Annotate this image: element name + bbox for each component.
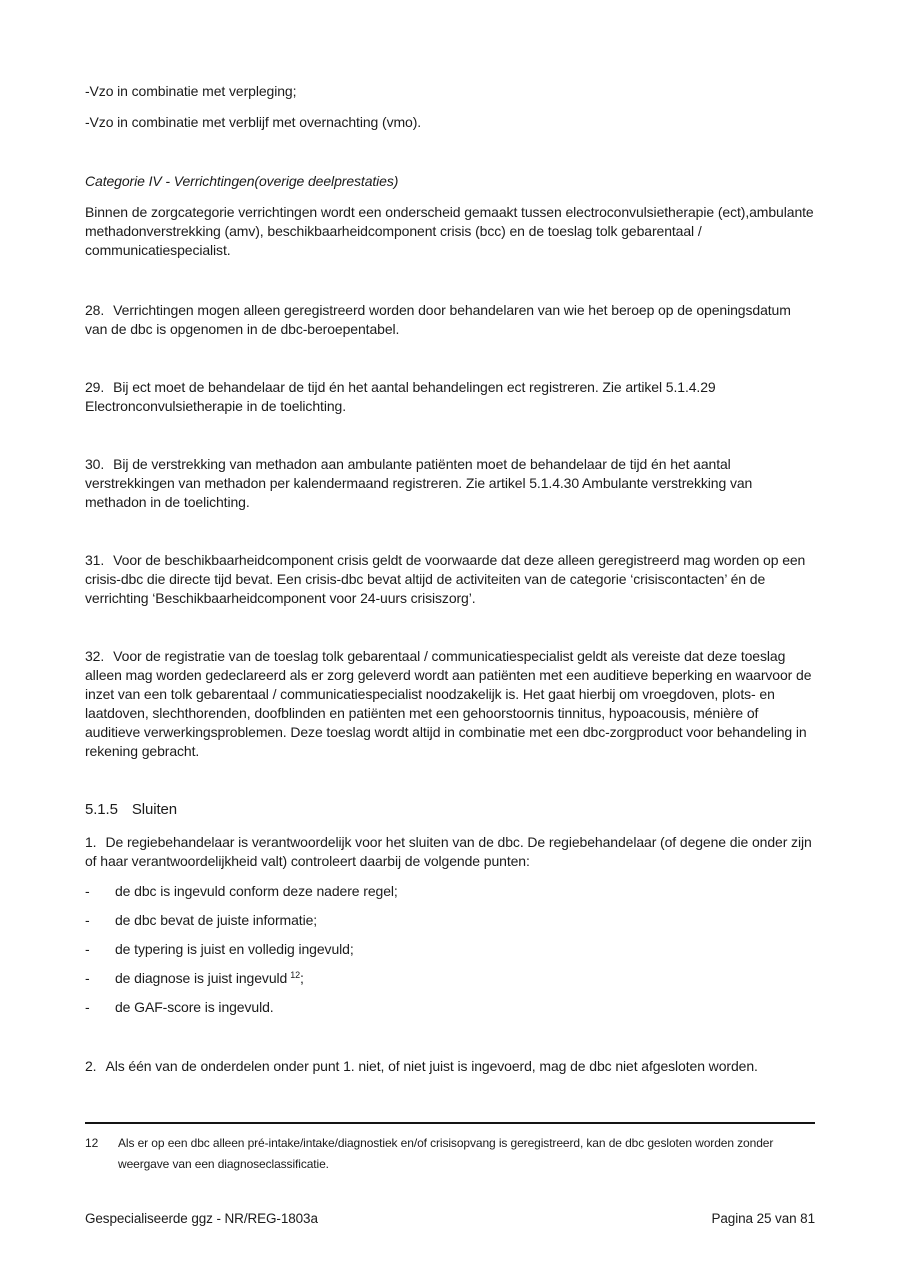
section-heading-5-1-5 (85, 800, 815, 820)
numbered-item-32 (85, 647, 815, 761)
numbered-item-29 (85, 378, 815, 416)
item-number: 29. (85, 379, 105, 395)
item-text: Bij ect moet de behandelaar de tijd én het aantal behandelingen ect registreren. Zie artikel 5.1.4.29 Electronconvulsietherapie in de toelichting. (85, 379, 716, 414)
item-number: 28. (85, 302, 105, 318)
item-text: Bij de verstrekking van methadon aan ambulante patiënten moet de behandelaar de tijd én het aantal verstrekkingen van methadon per kalendermaand registreren. Zie artikel 5.1.4.30 Ambulante verstrekking van methadon in de toelichting. (85, 456, 753, 510)
closing-item-2 (85, 1057, 815, 1076)
dash-bullet: - (85, 941, 90, 957)
closing-item-1 (85, 833, 815, 871)
checklist-item (85, 998, 815, 1017)
numbered-item-31 (85, 551, 815, 608)
section-number: 5.1.5 (85, 801, 118, 818)
item-text: Voor de beschikbaarheidcomponent crisis geldt de voorwaarde dat deze alleen geregistreerd mag worden op een crisis-dbc die directe tijd bevat. Een crisis-dbc bevat altijd de activiteiten van de categorie ‘crisiscontacten’ én de verrichting ‘Beschikbaarheidcomponent voor 24-uurs crisiszorg’. (85, 552, 806, 606)
vzo-line-2: -Vzo in combinatie met verblijf met overnachting (vmo). (85, 114, 422, 130)
footnote-text: Als er op een dbc alleen pré-intake/intake/diagnostiek en/of crisisopvang is geregistreerd, kan de dbc gesloten worden zonder weergave van een diagnoseclassificatie. (118, 1136, 774, 1171)
footer-document-reference: Gespecialiseerde ggz - NR/REG-1803a (85, 1211, 318, 1226)
item-text: De regiebehandelaar is verantwoordelijk voor het sluiten van de dbc. De regiebehandelaar (of degene die onder zijn of haar verantwoordelijkheid valt) controleert daarbij de volgende punten: (85, 834, 812, 869)
footnote-block (85, 1122, 815, 1175)
numbered-item-30 (85, 455, 815, 512)
dash-bullet: - (85, 912, 90, 928)
page-footer (85, 1210, 815, 1228)
category-iv-intro: Binnen de zorgcategorie verrichtingen wordt een onderscheid gemaakt tussen electroconvulsietherapie (ect),ambulante methadonverstrekking (amv), beschikbaarheidcomponent crisis (bcc) en de toeslag tolk gebarentaal / communicatiespecialist. (85, 204, 814, 258)
checklist-item-text: de GAF-score is ingevuld. (115, 999, 274, 1015)
item-text: Als één van de onderdelen onder punt 1. niet, of niet juist is ingevoerd, mag de dbc niet afgesloten worden. (105, 1058, 758, 1074)
category-iv-heading: Categorie IV - Verrichtingen(overige deelprestaties) (85, 173, 399, 189)
checklist-item (85, 882, 815, 901)
checklist-item-suffix: ; (300, 970, 304, 986)
section-title: Sluiten (131, 801, 178, 818)
dash-bullet: - (85, 970, 90, 986)
checklist-item (85, 969, 815, 988)
numbered-item-28 (85, 301, 815, 339)
checklist-item-text (115, 969, 304, 988)
dash-bullet: - (85, 883, 90, 899)
item-number: 1. (85, 834, 97, 850)
item-number: 30. (85, 456, 105, 472)
footer-page-number: Pagina 25 van 81 (711, 1211, 815, 1226)
item-number: 2. (85, 1058, 97, 1074)
item-text: Verrichtingen mogen alleen geregistreerd worden door behandelaren van wie het beroep op de openingsdatum van de dbc is opgenomen in de dbc-beroepentabel. (85, 302, 791, 337)
footnote-number: 12 (85, 1136, 99, 1150)
checklist-item (85, 911, 815, 930)
checklist-item-text: de dbc is ingevuld conform deze nadere regel; (115, 883, 398, 899)
vzo-line-1: -Vzo in combinatie met verpleging; (85, 83, 297, 99)
checklist-item-text-main: de diagnose is juist ingevuld (115, 970, 288, 986)
footnote-reference: 12 (290, 970, 301, 980)
item-text: Voor de registratie van de toeslag tolk gebarentaal / communicatiespecialist geldt als vereiste dat deze toeslag alleen mag worden gedeclareerd als er zorg geleverd wordt aan patiënten met een auditieve beperking en waarvoor de inzet van een tolk gebarentaal / communicatiespecialist noodzakelijk is. Het gaat hierbij om vroegdoven, plots- en laatdoven, slechthorenden, doofblinden en patiënten met een gehoorstoornis tinnitus, hypoacousis, ménière of auditieve verwerkingsproblemen. Deze toeslag wordt altijd in combinatie met een dbc-zorgproduct voor behandeling in rekening gebracht. (85, 648, 812, 759)
item-number: 31. (85, 552, 105, 568)
dash-bullet: - (85, 999, 90, 1015)
checklist-item-text: de dbc bevat de juiste informatie; (115, 912, 318, 928)
item-number: 32. (85, 648, 105, 664)
document-body (85, 0, 815, 1076)
checklist-item (85, 940, 815, 959)
checklist-item-text: de typering is juist en volledig ingevuld; (115, 941, 354, 957)
